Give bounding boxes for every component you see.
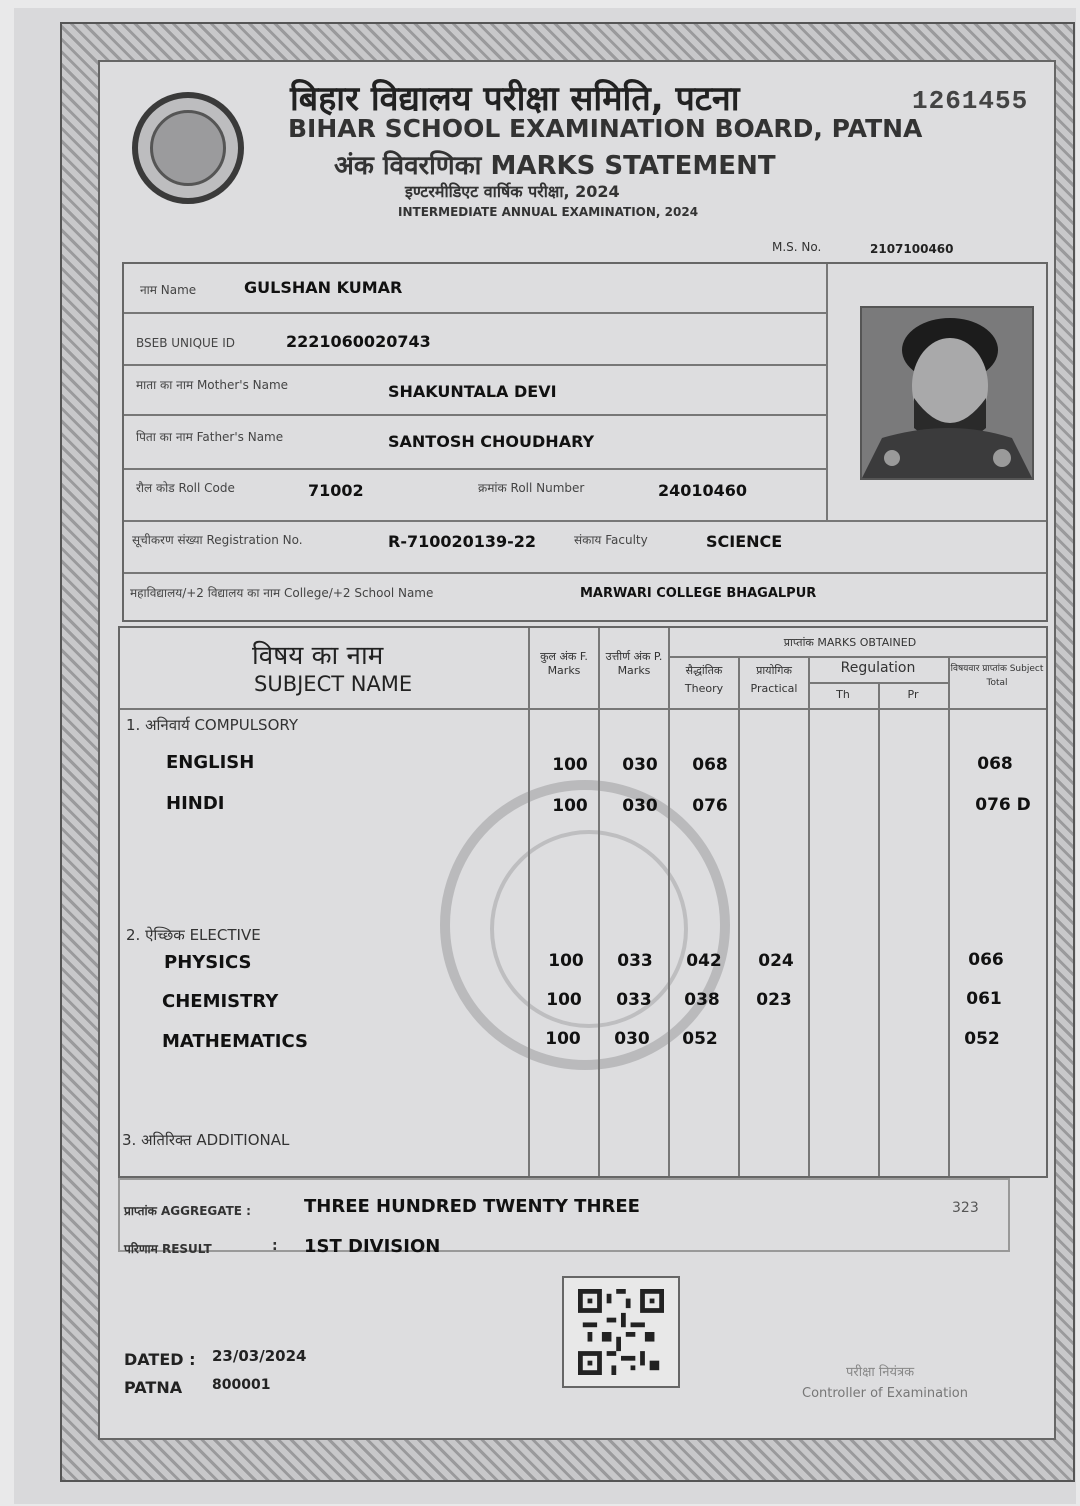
roll-code-label: रौल कोड Roll Code	[136, 481, 235, 495]
serial-number: 1261455	[912, 86, 1029, 116]
mother-label: माता का नाम Mother's Name	[136, 378, 289, 392]
pass-marks: 030	[622, 755, 658, 775]
college-label: महाविद्यालय/+2 विद्यालय का नाम College/+2 School Name	[130, 586, 434, 600]
aggregate-label: प्राप्तांक AGGREGATE :	[124, 1204, 251, 1218]
pass-marks: 030	[614, 1029, 650, 1049]
mother-name: SHAKUNTALA DEVI	[388, 382, 557, 401]
full-marks: 100	[545, 1029, 581, 1049]
subject-total-head: विषयवार प्राप्तांक Subject Total	[950, 664, 1044, 688]
pass-marks: 033	[617, 951, 653, 971]
exam-name-english: INTERMEDIATE ANNUAL EXAMINATION, 2024	[398, 205, 699, 219]
unique-id: 2221060020743	[286, 332, 431, 351]
subject-total: 068	[977, 754, 1013, 774]
faculty: SCIENCE	[706, 532, 783, 551]
compulsory-section-label: 1. अनिवार्य COMPULSORY	[126, 716, 299, 734]
practical-marks: 023	[756, 990, 792, 1010]
full-marks: 100	[546, 990, 582, 1010]
subject-head-english: SUBJECT NAME	[254, 672, 413, 696]
theory-marks: 038	[684, 990, 720, 1010]
theory-marks: 052	[682, 1029, 718, 1049]
student-name: GULSHAN KUMAR	[244, 278, 403, 297]
subject-name: CHEMISTRY	[162, 991, 279, 1012]
theory-marks: 068	[692, 755, 728, 775]
aggregate-words: THREE HUNDRED TWENTY THREE	[304, 1196, 640, 1217]
result-colon: :	[272, 1238, 278, 1254]
ms-no-value: 2107100460	[870, 242, 954, 256]
place-code: 800001	[212, 1377, 271, 1393]
aggregate-value: 323	[952, 1200, 979, 1216]
full-marks: 100	[552, 796, 588, 816]
place-label: PATNA	[124, 1378, 183, 1397]
full-marks: 100	[552, 755, 588, 775]
roll-number: 24010460	[658, 481, 748, 500]
practical-marks: 024	[758, 951, 794, 971]
marks-obtained-head: प्राप्तांक MARKS OBTAINED	[783, 636, 917, 649]
subject-name: ENGLISH	[166, 752, 255, 773]
title-english: BIHAR SCHOOL EXAMINATION BOARD, PATNA	[288, 114, 923, 143]
qr-code-icon	[562, 1276, 680, 1388]
roll-code: 71002	[308, 481, 364, 500]
full-marks-head: कुल अंक F. Marks	[540, 650, 588, 677]
statement-title: अंक विवरणिका MARKS STATEMENT	[334, 151, 776, 181]
uid-label: BSEB UNIQUE ID	[136, 336, 235, 350]
student-photo	[860, 306, 1034, 480]
result-value: 1ST DIVISION	[304, 1236, 441, 1257]
father-label: पिता का नाम Father's Name	[136, 430, 284, 444]
roll-number-label: क्रमांक Roll Number	[478, 481, 585, 495]
regulation-th-head: Th	[836, 688, 850, 701]
faculty-label: संकाय Faculty	[574, 533, 648, 547]
board-emblem-icon	[132, 92, 244, 204]
additional-section-label: 3. अतिरिक्त ADDITIONAL	[122, 1131, 290, 1149]
practical-head: प्रायोगिक Practical	[750, 664, 798, 695]
result-label: परिणाम RESULT	[124, 1242, 212, 1256]
subject-name: PHYSICS	[164, 952, 252, 973]
regulation-head: Regulation	[840, 660, 916, 676]
college-name: MARWARI COLLEGE BHAGALPUR	[580, 586, 817, 601]
theory-marks: 042	[686, 951, 722, 971]
title-hindi: बिहार विद्यालय परीक्षा समिति, पटना	[290, 79, 740, 119]
registration-label: सूचीकरण संख्या Registration No.	[132, 533, 303, 547]
subject-name: MATHEMATICS	[162, 1031, 309, 1052]
subject-total: 061	[966, 989, 1002, 1009]
exam-name-hindi: इण्टरमीडिएट वार्षिक परीक्षा, 2024	[405, 182, 620, 201]
dated-label: DATED :	[124, 1350, 196, 1369]
controller-signature: Controller of Examination	[802, 1386, 968, 1401]
dated-value: 23/03/2024	[212, 1347, 307, 1365]
theory-marks: 076	[692, 796, 728, 816]
name-label: नाम Name	[140, 283, 197, 297]
regulation-pr-head: Pr	[907, 688, 919, 701]
registration-number: R-710020139-22	[388, 532, 537, 551]
pass-marks-head: उत्तीर्ण अंक P. Marks	[605, 650, 663, 677]
ms-no-label: M.S. No.	[772, 240, 822, 254]
subject-total: 076 D	[975, 795, 1031, 815]
subject-name: HINDI	[166, 793, 225, 814]
subject-total: 066	[968, 950, 1004, 970]
full-marks: 100	[548, 951, 584, 971]
elective-section-label: 2. ऐच्छिक ELECTIVE	[126, 926, 261, 944]
subject-total: 052	[964, 1029, 1000, 1049]
pass-marks: 030	[622, 796, 658, 816]
pass-marks: 033	[616, 990, 652, 1010]
controller-signature-hindi: परीक्षा नियंत्रक	[846, 1365, 915, 1380]
father-name: SANTOSH CHOUDHARY	[388, 432, 595, 451]
theory-head: सैद्धांतिक Theory	[684, 664, 724, 695]
subject-head-hindi: विषय का नाम	[252, 641, 384, 671]
